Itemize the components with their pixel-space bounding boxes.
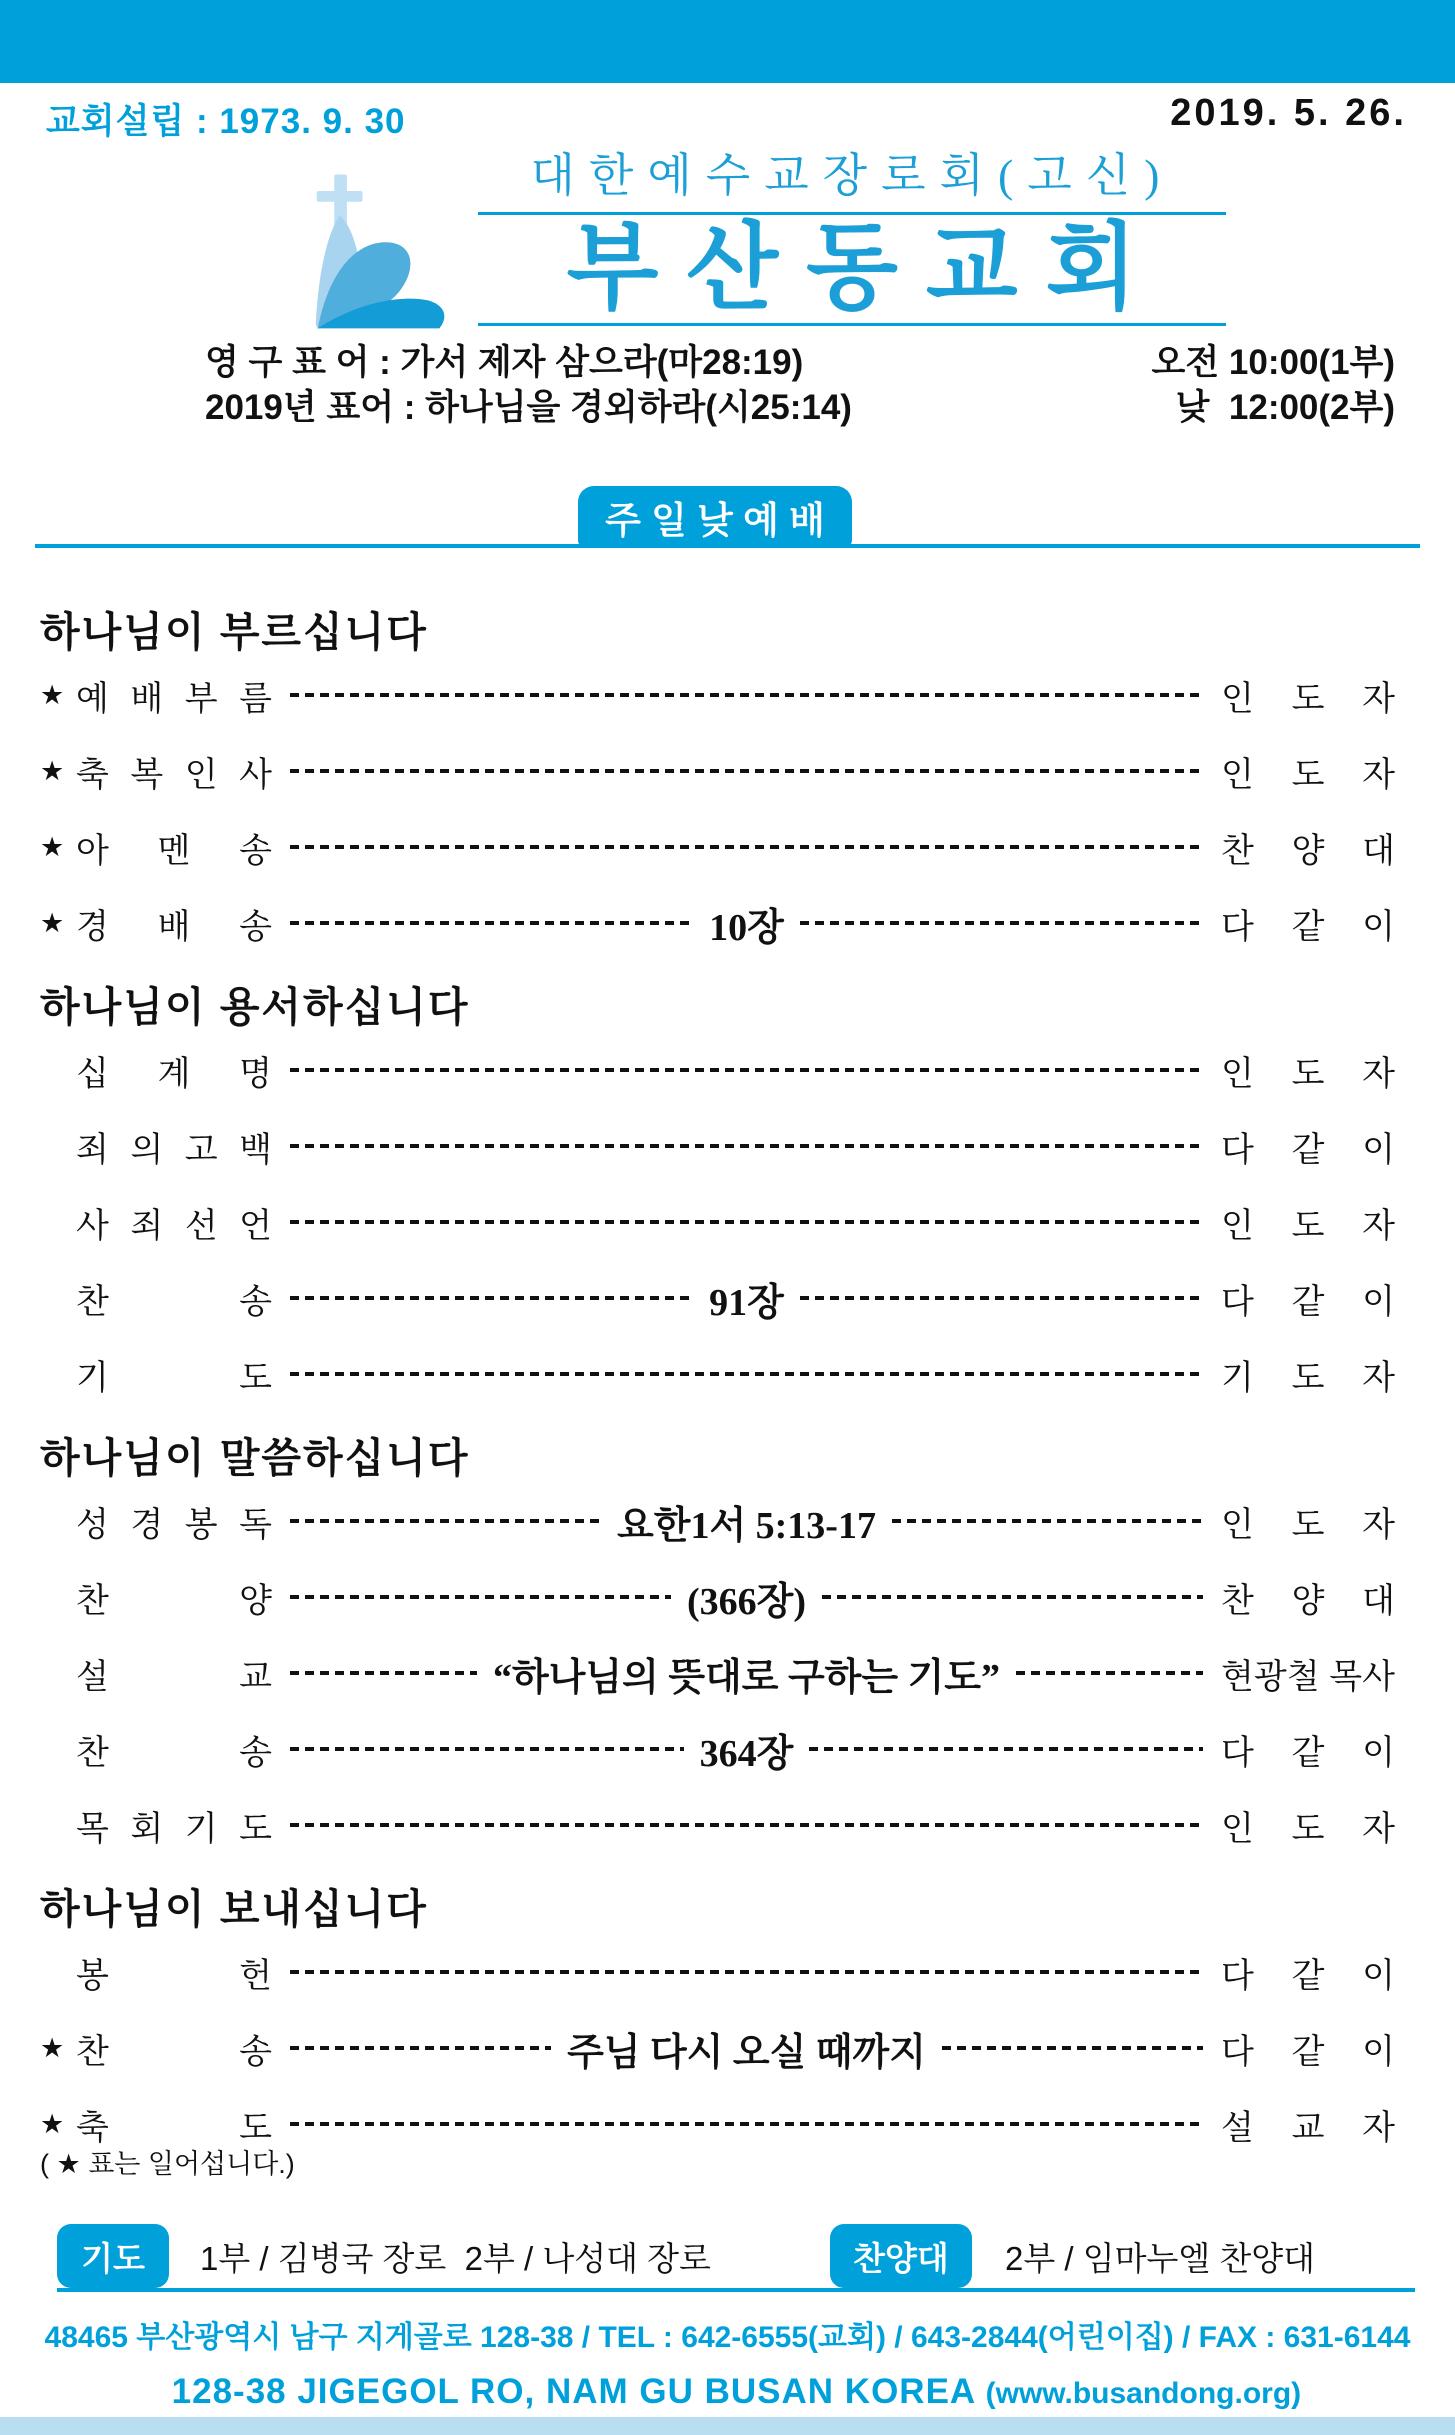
order-item-performer: 인 도 자 bbox=[1221, 1055, 1395, 1093]
dotted-leader bbox=[290, 1970, 1203, 1974]
order-item-detail: 364장 bbox=[699, 1732, 794, 1775]
top-color-bar bbox=[0, 0, 1455, 83]
dotted-leader bbox=[800, 1296, 1203, 1300]
order-item-detail: 요한1서 5:13-17 bbox=[617, 1504, 876, 1547]
dotted-leader bbox=[290, 1595, 671, 1599]
order-item-label: 경 배 송 bbox=[76, 908, 272, 946]
established-date: 교회설립 : 1973. 9. 30 bbox=[46, 102, 406, 141]
order-item-label: 목 회 기 도 bbox=[76, 1810, 272, 1848]
service-title-badge: 주 일 낮 예 배 bbox=[578, 486, 852, 548]
bottom-color-bar bbox=[0, 2417, 1455, 2435]
order-item-detail: (366장) bbox=[686, 1580, 807, 1623]
order-row bbox=[0, 1934, 1455, 2010]
dotted-leader bbox=[290, 1220, 1203, 1224]
worship-section bbox=[0, 607, 1455, 961]
order-row bbox=[0, 733, 1455, 809]
choir-assignment: 2부 / 임마누엘 찬양대 bbox=[1005, 2239, 1316, 2277]
order-item-performer: 다 같 이 bbox=[1221, 1131, 1395, 1169]
order-row bbox=[0, 1032, 1455, 1108]
order-row bbox=[0, 1787, 1455, 1863]
worship-section bbox=[0, 1884, 1455, 2162]
dotted-leader bbox=[892, 1519, 1203, 1523]
order-item-label: 죄 의 고 백 bbox=[76, 1131, 272, 1169]
stand-star-icon: ★ bbox=[40, 907, 65, 938]
masthead-rule-bottom bbox=[478, 323, 1226, 326]
website-url: (www.busandong.org) bbox=[985, 2377, 1302, 2410]
order-item-label: 찬 송 bbox=[76, 1734, 272, 1772]
order-item-label: 축 복 인 사 bbox=[76, 756, 272, 794]
permanent-motto: 영 구 표 어 : 가서 제자 삼으라(마28:19) bbox=[205, 343, 804, 382]
worship-section bbox=[0, 982, 1455, 1412]
order-item-performer: 인 도 자 bbox=[1221, 1207, 1395, 1245]
section-title: 하나님이 말씀하십니다 bbox=[40, 1435, 470, 1481]
dotted-leader bbox=[290, 1747, 684, 1751]
order-item-performer: 현광철 목사 bbox=[1221, 1658, 1395, 1696]
order-item-performer: 다 같 이 bbox=[1221, 2033, 1395, 2071]
denomination-title: 대한예수교장로회(고신) bbox=[530, 150, 1174, 201]
order-item-performer: 찬 양 대 bbox=[1221, 832, 1395, 870]
prayer-badge: 기도 bbox=[57, 2224, 169, 2288]
stand-star-icon: ★ bbox=[40, 2108, 65, 2139]
section-title: 하나님이 부르십니다 bbox=[40, 609, 428, 655]
section-title: 하나님이 보내십니다 bbox=[40, 1886, 428, 1932]
dotted-leader bbox=[290, 845, 1203, 849]
order-row bbox=[0, 1711, 1455, 1787]
stand-star-icon: ★ bbox=[40, 679, 65, 710]
dotted-leader bbox=[290, 921, 693, 925]
dotted-leader bbox=[290, 1519, 601, 1523]
order-item-performer: 인 도 자 bbox=[1221, 680, 1395, 718]
order-row bbox=[0, 809, 1455, 885]
footer-divider-line bbox=[57, 2288, 1415, 2292]
order-item-performer: 찬 양 대 bbox=[1221, 1582, 1395, 1620]
order-item-label: 찬 송 bbox=[76, 2033, 272, 2071]
address-korean: 48465 부산광역시 남구 지게골로 128-38 / TEL : 642-6555(교회) / 643-2844(어린이집) / FAX : 631-6144 bbox=[44, 2321, 1411, 2354]
order-item-label: 찬 양 bbox=[76, 1582, 272, 1620]
order-row bbox=[0, 657, 1455, 733]
dotted-leader bbox=[290, 2046, 551, 2050]
order-item-performer: 인 도 자 bbox=[1221, 1810, 1395, 1848]
order-item-label: 아 멘 송 bbox=[76, 832, 272, 870]
dotted-leader bbox=[290, 1144, 1203, 1148]
motto-block bbox=[205, 340, 1395, 430]
order-row bbox=[0, 1635, 1455, 1711]
dotted-leader bbox=[800, 921, 1203, 925]
church-name: 부산동교회 bbox=[566, 215, 1166, 321]
bulletin-date: 2019. 5. 26. bbox=[1170, 92, 1407, 134]
dotted-leader bbox=[290, 1296, 693, 1300]
order-item-label: 기 도 bbox=[76, 1359, 272, 1397]
order-row bbox=[0, 1260, 1455, 1336]
order-item-detail: 10장 bbox=[709, 906, 784, 949]
order-item-label: 십 계 명 bbox=[76, 1055, 272, 1093]
order-row bbox=[0, 1184, 1455, 1260]
stand-star-icon: ★ bbox=[40, 831, 65, 862]
dotted-leader bbox=[290, 769, 1203, 773]
order-item-performer: 다 같 이 bbox=[1221, 1957, 1395, 1995]
order-row bbox=[0, 1336, 1455, 1412]
dotted-leader bbox=[290, 2122, 1203, 2126]
dotted-leader bbox=[290, 1068, 1203, 1072]
stand-star-icon: ★ bbox=[40, 2032, 65, 2063]
stand-star-icon: ★ bbox=[40, 755, 65, 786]
service-time-2: 낮 12:00(2부) bbox=[1175, 388, 1395, 427]
order-item-detail: 91장 bbox=[709, 1281, 784, 1324]
masthead bbox=[478, 146, 1226, 326]
order-row bbox=[0, 885, 1455, 961]
order-item-label: 사 죄 선 언 bbox=[76, 1207, 272, 1245]
order-item-performer: 다 같 이 bbox=[1221, 1283, 1395, 1321]
choir-badge: 찬양대 bbox=[830, 2224, 972, 2288]
church-logo-icon bbox=[280, 155, 480, 340]
order-item-performer: 설 교 자 bbox=[1221, 2109, 1395, 2147]
order-item-label: 성 경 봉 독 bbox=[76, 1506, 272, 1544]
dotted-leader bbox=[822, 1595, 1203, 1599]
order-item-performer: 인 도 자 bbox=[1221, 1506, 1395, 1544]
section-title: 하나님이 용서하십니다 bbox=[40, 984, 470, 1030]
order-item-detail: 주님 다시 오실 때까지 bbox=[567, 2031, 926, 2074]
order-item-performer: 기 도 자 bbox=[1221, 1359, 1395, 1397]
order-item-label: 봉 헌 bbox=[76, 1957, 272, 1995]
order-row bbox=[0, 1483, 1455, 1559]
order-item-label: 설 교 bbox=[76, 1658, 272, 1696]
worship-section bbox=[0, 1433, 1455, 1863]
order-item-label: 축 도 bbox=[76, 2109, 272, 2147]
worship-order bbox=[0, 547, 1455, 2182]
order-item-performer: 다 같 이 bbox=[1221, 908, 1395, 946]
dotted-leader bbox=[290, 693, 1203, 697]
address-english-text: 128-38 JIGEGOL RO, NAM GU BUSAN KOREA bbox=[171, 2372, 986, 2411]
dotted-leader bbox=[290, 1671, 477, 1675]
dotted-leader bbox=[290, 1823, 1203, 1827]
order-item-performer: 다 같 이 bbox=[1221, 1734, 1395, 1772]
prayer-assignment: 1부 / 김병국 장로 2부 / 나성대 장로 bbox=[200, 2239, 711, 2277]
order-item-label: 예 배 부 름 bbox=[76, 680, 272, 718]
order-row bbox=[0, 1108, 1455, 1184]
order-row bbox=[0, 1559, 1455, 1635]
order-item-label: 찬 송 bbox=[76, 1283, 272, 1321]
order-item-performer: 인 도 자 bbox=[1221, 756, 1395, 794]
dotted-leader bbox=[942, 2046, 1203, 2050]
stand-footnote: ( ★ 표는 일어섭니다.) bbox=[40, 2149, 295, 2179]
order-row bbox=[0, 2010, 1455, 2086]
dotted-leader bbox=[290, 1372, 1203, 1376]
year-motto: 2019년 표어 : 하나님을 경외하라(시25:14) bbox=[205, 388, 852, 427]
service-time-1: 오전 10:00(1부) bbox=[1151, 343, 1395, 382]
dotted-leader bbox=[1016, 1671, 1203, 1675]
order-item-detail: “하나님의 뜻대로 구하는 기도” bbox=[493, 1656, 1000, 1699]
dotted-leader bbox=[809, 1747, 1203, 1751]
